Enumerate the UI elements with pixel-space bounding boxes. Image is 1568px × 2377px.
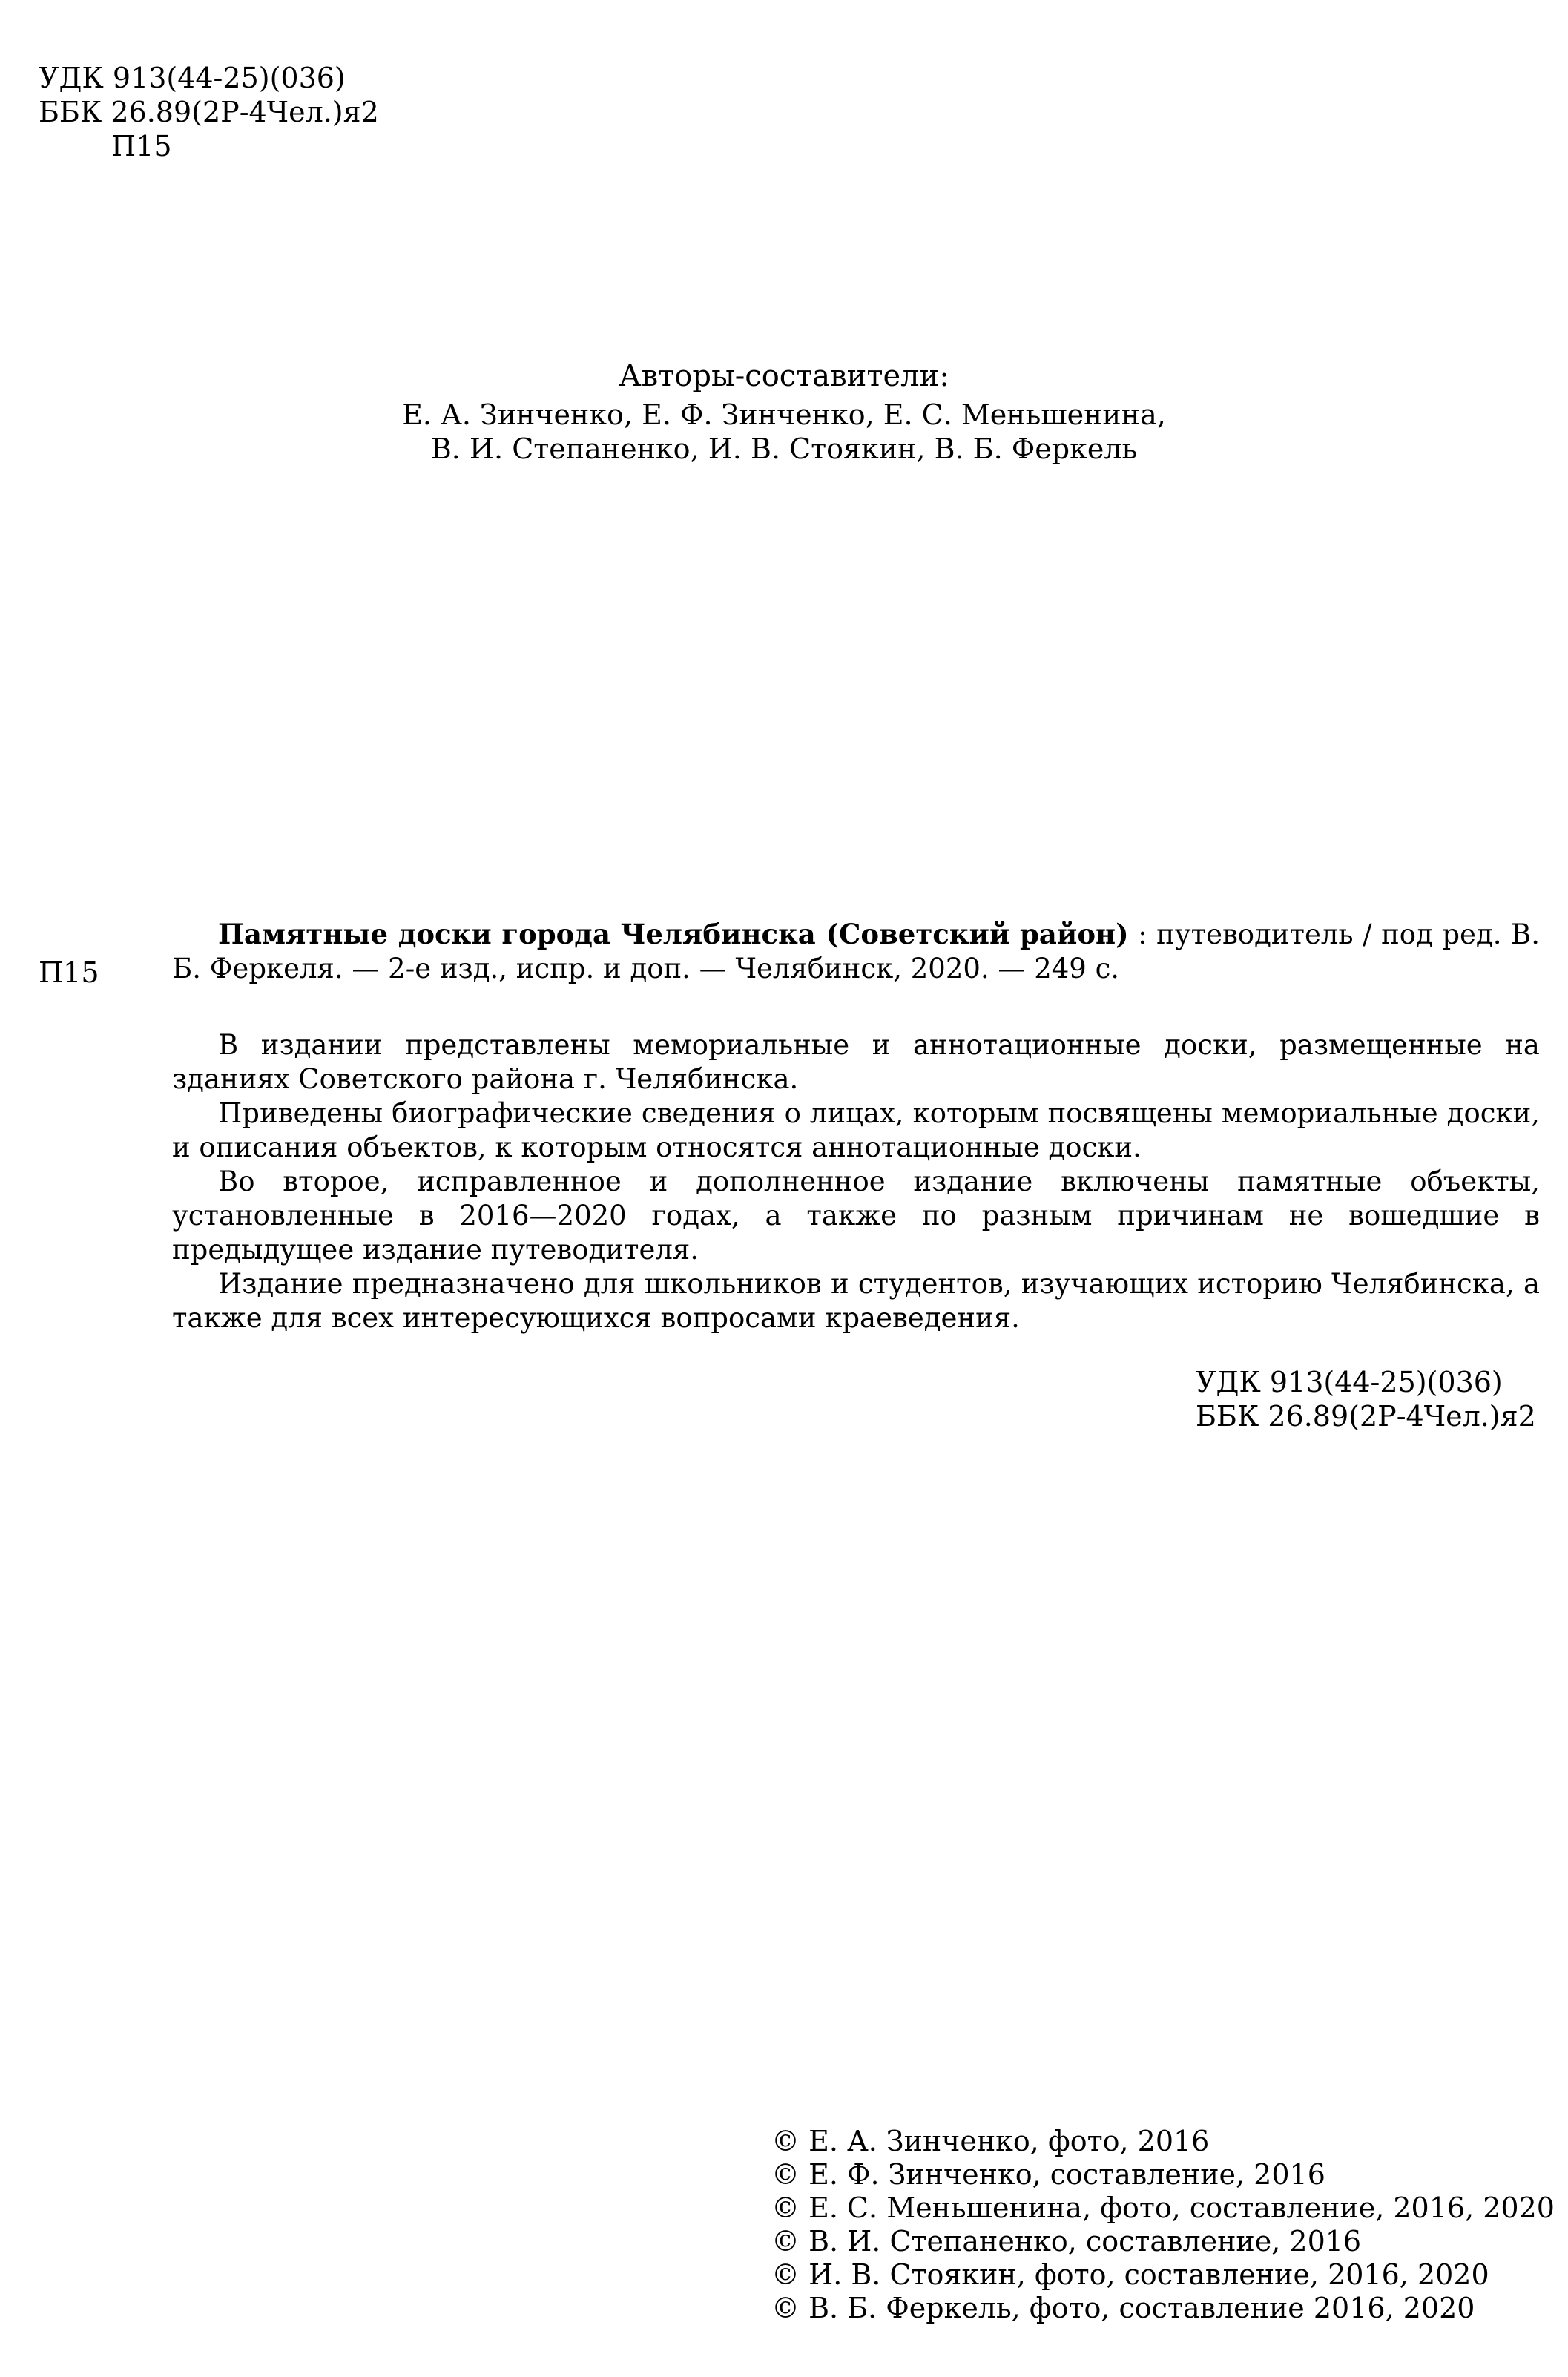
annotation-paragraph-4: Издание предназначено для школьников и студентов, изучающих историю Челябинска, а также для всех интересующихся вопросами краеведения.: [172, 1268, 1540, 1334]
copyright-line: © Е. Ф. Зинченко, составление, 2016: [771, 2158, 1325, 2191]
authors-block: [0, 355, 1568, 466]
copyright-line: © В. Б. Феркель, фото, составление 2016, 2020: [771, 2292, 1475, 2324]
classification-block-top: [39, 61, 379, 163]
authors-heading: Авторы-составители:: [619, 359, 949, 393]
udk-code-bottom: УДК 913(44-25)(036): [1196, 1366, 1503, 1398]
copyright-block: [771, 2125, 1555, 2325]
bbk-code: ББК 26.89(2Р-4Чел.)я2: [39, 96, 379, 128]
copyright-line: © Е. С. Меньшенина, фото, составление, 2016, 2020: [771, 2192, 1555, 2224]
annotation-paragraph-2: Приведены биографические сведения о лицах, которым посвящены мемориальные доски, и описания объектов, к которым относятся аннотационные доски.: [172, 1097, 1540, 1163]
bibliographic-details: : путеводитель / под ред. В. Б. Феркеля. — 2-е изд., испр. и доп. — Челябинск, 2020. — 249 с.: [172, 918, 1540, 984]
authors-line-2: В. И. Степаненко, И. В. Стоякин, В. Б. Феркель: [430, 433, 1138, 465]
book-title: Памятные доски города Челябинска (Советский район): [218, 918, 1129, 950]
bbk-code-bottom: ББК 26.89(2Р-4Чел.)я2: [1196, 1400, 1536, 1433]
bibliographic-entry: [172, 917, 1540, 986]
annotation-block: [172, 1028, 1540, 1335]
copyright-line: © И. В. Стоякин, фото, составление, 2016, 2020: [771, 2258, 1489, 2291]
copyright-line: © Е. А. Зинченко, фото, 2016: [771, 2125, 1210, 2157]
author-mark: П15: [111, 130, 172, 162]
classification-block-bottom: [1196, 1365, 1536, 1433]
entry-author-mark: П15: [39, 956, 99, 989]
annotation-paragraph-1: В издании представлены мемориальные и аннотационные доски, размещенные на зданиях Советского района г. Челябинска.: [172, 1029, 1540, 1095]
annotation-paragraph-3: Во второе, исправленное и дополненное издание включены памятные объекты, установленные в 2016—2020 годах, а также по разным причинам не вошедшие в предыдущее издание путеводителя.: [172, 1166, 1540, 1266]
copyright-line: © В. И. Степаненко, составление, 2016: [771, 2225, 1362, 2258]
authors-line-1: Е. А. Зинченко, Е. Ф. Зинченко, Е. С. Меньшенина,: [402, 398, 1166, 431]
udk-code: УДК 913(44-25)(036): [39, 62, 346, 94]
